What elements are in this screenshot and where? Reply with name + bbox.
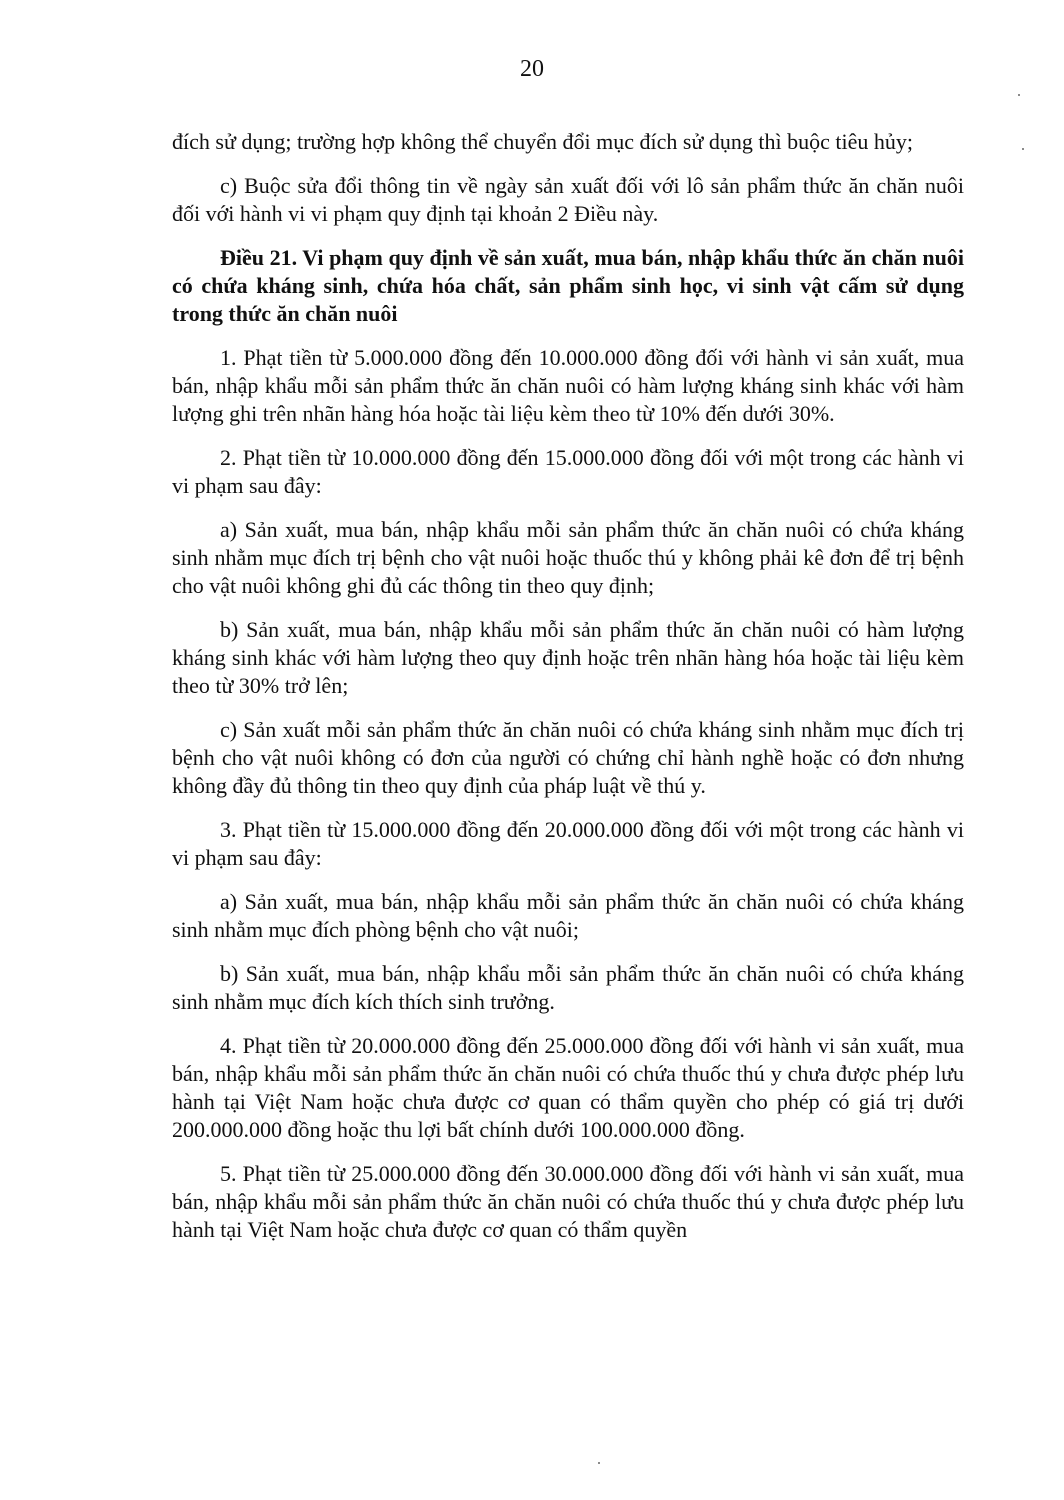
- article-number: Điều 21.: [220, 245, 298, 270]
- scan-speck: [1022, 148, 1024, 150]
- clause-2-point-b: b) Sản xuất, mua bán, nhập khẩu mỗi sản phẩm thức ăn chăn nuôi có hàm lượng kháng sinh khác với hàm lượng theo quy định hoặc trên nhãn hàng hóa hoặc tài liệu kèm theo từ 30% trở lên;: [172, 617, 964, 698]
- clause-2: 2. Phạt tiền từ 10.000.000 đồng đến 15.000.000 đồng đối với một trong các hành vi vi phạm sau đây:: [172, 445, 964, 498]
- scan-speck: [598, 1462, 600, 1464]
- paragraph-point-c: c) Buộc sửa đổi thông tin về ngày sản xuất đối với lô sản phẩm thức ăn chăn nuôi đối với hành vi vi phạm quy định tại khoản 2 Điều này.: [172, 173, 964, 226]
- article-title: Vi phạm quy định về sản xuất, mua bán, nhập khẩu thức ăn chăn nuôi có chứa kháng sinh, chứa hóa chất, sản phẩm sinh học, vi sinh vật cấm sử dụng trong thức ăn chăn nuôi: [172, 245, 965, 326]
- clause-1: 1. Phạt tiền từ 5.000.000 đồng đến 10.000.000 đồng đối với hành vi sản xuất, mua bán, nhập khẩu mỗi sản phẩm thức ăn chăn nuôi có hàm lượng kháng sinh khác với hàm lượng ghi trên nhãn hàng hóa hoặc tài liệu kèm theo từ 10% đến dưới 30%.: [172, 345, 964, 426]
- paragraph-continuation: đích sử dụng; trường hợp không thể chuyển đổi mục đích sử dụng thì buộc tiêu hủy;: [172, 129, 913, 154]
- clause-2-point-a: a) Sản xuất, mua bán, nhập khẩu mỗi sản phẩm thức ăn chăn nuôi có chứa kháng sinh nhằm mục đích trị bệnh cho vật nuôi hoặc thuốc thú y không phải kê đơn để trị bệnh cho vật nuôi không ghi đủ các thông tin theo quy định;: [172, 517, 964, 598]
- scan-speck: [1018, 94, 1020, 96]
- clause-5: 5. Phạt tiền từ 25.000.000 đồng đến 30.000.000 đồng đối với hành vi sản xuất, mua bán, nhập khẩu mỗi sản phẩm thức ăn chăn nuôi có chứa thuốc thú y chưa được phép lưu hành tại Việt Nam hoặc chưa được cơ quan có thẩm quyền: [172, 1161, 964, 1242]
- clause-4: 4. Phạt tiền từ 20.000.000 đồng đến 25.000.000 đồng đối với hành vi sản xuất, mua bán, nhập khẩu mỗi sản phẩm thức ăn chăn nuôi có chứa thuốc thú y chưa được phép lưu hành tại Việt Nam hoặc chưa được cơ quan có thẩm quyền cho phép có giá trị dưới 200.000.000 đồng hoặc thu lợi bất chính dưới 100.000.000 đồng.: [172, 1033, 964, 1142]
- article-heading: [172, 244, 964, 328]
- page-number: 20: [520, 56, 544, 82]
- clause-3: 3. Phạt tiền từ 15.000.000 đồng đến 20.000.000 đồng đối với một trong các hành vi vi phạm sau đây:: [172, 817, 964, 870]
- clause-3-point-a: a) Sản xuất, mua bán, nhập khẩu mỗi sản phẩm thức ăn chăn nuôi có chứa kháng sinh nhằm mục đích phòng bệnh cho vật nuôi;: [172, 889, 964, 942]
- document-body: [172, 128, 964, 1260]
- clause-3-point-b: b) Sản xuất, mua bán, nhập khẩu mỗi sản phẩm thức ăn chăn nuôi có chứa kháng sinh nhằm mục đích kích thích sinh trưởng.: [172, 961, 964, 1014]
- clause-2-point-c: c) Sản xuất mỗi sản phẩm thức ăn chăn nuôi có chứa kháng sinh nhằm mục đích trị bệnh cho vật nuôi không có đơn của người có chứng chỉ hành nghề hoặc có đơn nhưng không đầy đủ thông tin theo quy định của pháp luật về thú y.: [172, 717, 964, 798]
